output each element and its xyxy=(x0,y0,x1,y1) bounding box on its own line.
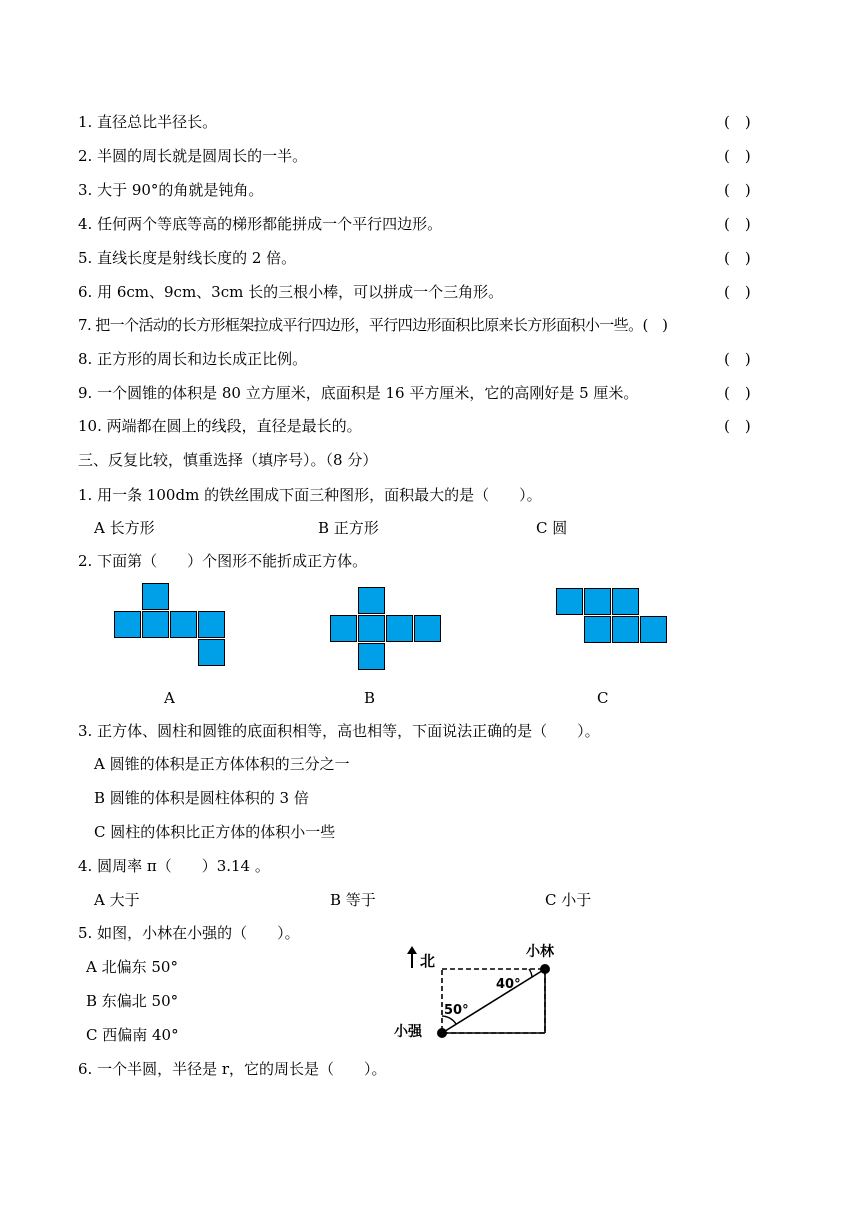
judgement-item-7: 7. 把一个活动的长方形框架拉成平行四边形，平行四边形面积比原来长方形面积小一些。( ) xyxy=(78,316,668,334)
net-square xyxy=(386,615,413,642)
net-square xyxy=(556,588,583,615)
north-label: 北 xyxy=(420,952,436,970)
question-2: 2. 下面第（ ）个图形不能折成正方体。 xyxy=(78,552,368,570)
net-square xyxy=(414,615,441,642)
net-square xyxy=(612,588,639,615)
judgement-item-6: 6. 用 6cm、9cm、3cm 长的三根小棒，可以拼成一个三角形。 xyxy=(78,283,504,301)
net-label-a: A xyxy=(164,689,175,707)
net-square xyxy=(584,588,611,615)
qiang-point xyxy=(437,1028,447,1038)
net-square xyxy=(640,616,667,643)
angle-label-50: 50° xyxy=(444,1003,469,1018)
judgement-item-1: 1. 直径总比半径长。 xyxy=(78,113,218,131)
q1-option-b[interactable]: B 正方形 xyxy=(318,519,379,537)
net-square xyxy=(358,643,385,670)
q1-option-c[interactable]: C 圆 xyxy=(536,519,568,537)
net-square xyxy=(330,615,357,642)
answer-paren-3[interactable]: ( ) xyxy=(724,181,751,199)
judgement-item-5: 5. 直线长度是射线长度的 2 倍。 xyxy=(78,249,297,267)
judgement-item-2: 2. 半圆的周长就是圆周长的一半。 xyxy=(78,147,308,165)
lin-label: 小林 xyxy=(526,944,554,960)
net-square xyxy=(358,615,385,642)
net-square xyxy=(198,639,225,666)
answer-paren-5[interactable]: ( ) xyxy=(724,249,751,267)
angle-label-40: 40° xyxy=(496,977,521,992)
q3-option-c[interactable]: C 圆柱的体积比正方体的体积小一些 xyxy=(94,823,336,841)
cube-net-a xyxy=(114,583,229,669)
answer-paren-9[interactable]: ( ) xyxy=(724,384,751,402)
answer-paren-6[interactable]: ( ) xyxy=(724,283,751,301)
q5-option-c[interactable]: C 西偏南 40° xyxy=(86,1026,179,1044)
judgement-item-10: 10. 两端都在圆上的线段，直径是最长的。 xyxy=(78,417,362,435)
answer-paren-8[interactable]: ( ) xyxy=(724,350,751,368)
net-square xyxy=(584,616,611,643)
judgement-item-3: 3. 大于 90°的角就是钝角。 xyxy=(78,181,264,199)
q3-option-a[interactable]: A 圆锥的体积是正方体体积的三分之一 xyxy=(94,755,350,773)
question-6: 6. 一个半圆，半径是 r，它的周长是（ ）。 xyxy=(78,1060,387,1078)
question-4: 4. 圆周率 π（ ）3.14 。 xyxy=(78,857,270,875)
net-square xyxy=(142,611,169,638)
net-label-b: B xyxy=(364,689,376,707)
net-square xyxy=(198,611,225,638)
net-square xyxy=(612,616,639,643)
question-1: 1. 用一条 100dm 的铁丝围成下面三种图形，面积最大的是（ ）。 xyxy=(78,486,542,504)
q5-option-b[interactable]: B 东偏北 50° xyxy=(86,992,179,1010)
qiang-label: 小强 xyxy=(394,1024,422,1040)
answer-paren-10[interactable]: ( ) xyxy=(724,417,751,435)
q1-option-a[interactable]: A 长方形 xyxy=(94,519,155,537)
north-arrow-icon xyxy=(407,946,417,968)
answer-paren-4[interactable]: ( ) xyxy=(724,215,751,233)
answer-paren-2[interactable]: ( ) xyxy=(724,147,751,165)
direction-line xyxy=(442,969,545,1033)
question-5: 5. 如图，小林在小强的（ ）。 xyxy=(78,924,300,942)
net-square xyxy=(142,583,169,610)
judgement-item-4: 4. 任何两个等底等高的梯形都能拼成一个平行四边形。 xyxy=(78,215,443,233)
cube-net-b xyxy=(330,587,445,673)
net-square xyxy=(358,587,385,614)
q5-option-a[interactable]: A 北偏东 50° xyxy=(86,958,178,976)
cube-net-c xyxy=(556,588,671,646)
net-square xyxy=(114,611,141,638)
section-heading: 三、反复比较，慎重选择（填序号）。（8 分） xyxy=(78,451,378,469)
q4-option-a[interactable]: A 大于 xyxy=(94,891,140,909)
net-label-c: C xyxy=(597,689,609,707)
direction-diagram xyxy=(392,936,592,1046)
answer-paren-1[interactable]: ( ) xyxy=(724,113,751,131)
q4-option-b[interactable]: B 等于 xyxy=(330,891,376,909)
judgement-item-9: 9. 一个圆锥的体积是 80 立方厘米，底面积是 16 平方厘米，它的高刚好是 5 厘米。 xyxy=(78,384,639,402)
question-3: 3. 正方体、圆柱和圆锥的底面积相等，高也相等，下面说法正确的是（ ）。 xyxy=(78,722,600,740)
q3-option-b[interactable]: B 圆锥的体积是圆柱体积的 3 倍 xyxy=(94,789,309,807)
lin-point xyxy=(540,964,550,974)
q4-option-c[interactable]: C 小于 xyxy=(545,891,592,909)
net-square xyxy=(170,611,197,638)
judgement-item-8: 8. 正方形的周长和边长成正比例。 xyxy=(78,350,308,368)
